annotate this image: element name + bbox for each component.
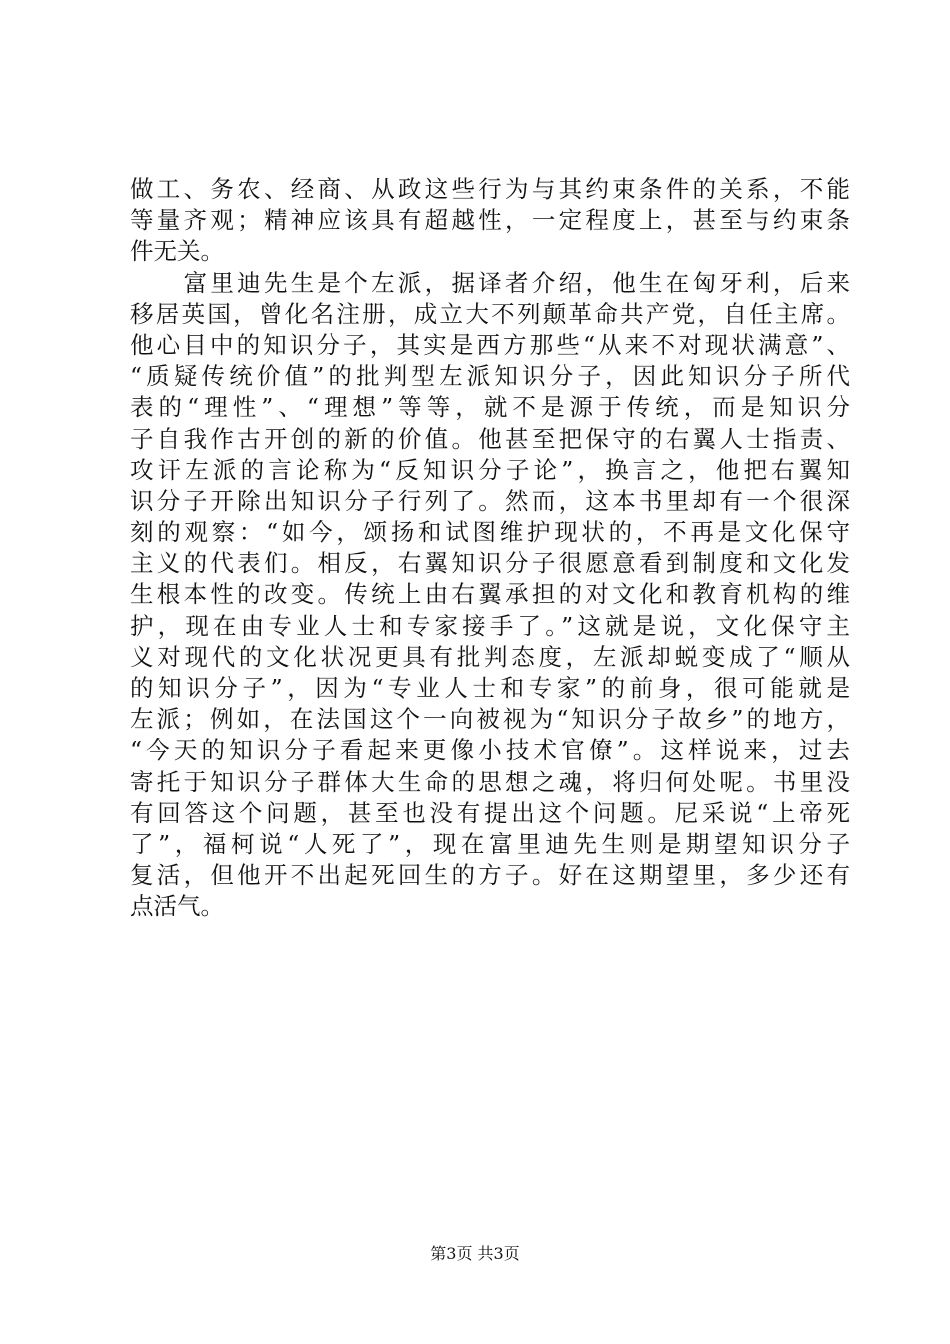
text-line: 攻讦左派的言论称为“反知识分子论”，换言之，他把右翼知 [130,455,850,484]
text-line: 他心目中的知识分子，其实是西方那些“从来不对现状满意”、 [130,330,850,359]
text-line: 表的“理性”、“理想”等等，就不是源于传统，而是知识分 [130,393,850,422]
text-line: 的知识分子”，因为“专业人士和专家”的前身，很可能就是 [130,674,850,702]
text-line: 寄托于知识分子群体大生命的思想之魂，将归何处呢。书里没 [130,767,850,796]
body-text [130,174,850,923]
text-line: “今天的知识分子看起来更像小技术官僚”。这样说来，过去 [130,736,850,765]
text-line: 刻的观察：“如今，颂扬和试图维护现状的，不再是文化保守 [130,518,850,547]
text-line: 点活气。 [130,892,224,921]
text-line: 有回答这个问题，甚至也没有提出这个问题。尼采说“上帝死 [130,798,850,827]
text-line: 等量齐观；精神应该具有超越性，一定程度上，甚至与约束条 [130,206,850,235]
text-line: “质疑传统价值”的批判型左派知识分子，因此知识分子所代 [130,362,850,391]
text-line: 生根本性的改变。传统上由右翼承担的对文化和教育机构的维 [130,580,850,609]
text-line: 做工、务农、经商、从政这些行为与其约束条件的关系，不能 [130,175,850,203]
text-line: 义对现代的文化状况更具有批判态度，左派却蜕变成了“顺从 [130,642,850,671]
text-line: 识分子开除出知识分子行列了。然而，这本书里却有一个很深 [130,486,850,515]
text-line: 复活，但他开不出起死回生的方子。好在这期望里，多少还有 [130,861,850,890]
text-line: 移居英国，曾化名注册，成立大不列颠革命共产党，自任主席。 [130,299,850,328]
text-line: 主义的代表们。相反，右翼知识分子很愿意看到制度和文化发 [130,549,850,578]
text-line: 富里迪先生是个左派，据译者介绍，他生在匈牙利，后来 [130,268,850,297]
text-line: 子自我作古开创的新的价值。他甚至把保守的右翼人士指责、 [130,424,850,453]
text-line: 了”，福柯说“人死了”，现在富里迪先生则是期望知识分子 [130,829,850,858]
text-line: 护，现在由专业人士和专家接手了。”这就是说，文化保守主 [130,611,850,640]
page-number-footer: 第3页 共3页 [430,1244,520,1263]
text-line: 件无关。 [130,237,224,266]
text-line: 左派；例如，在法国这个一向被视为“知识分子故乡”的地方， [130,705,850,734]
